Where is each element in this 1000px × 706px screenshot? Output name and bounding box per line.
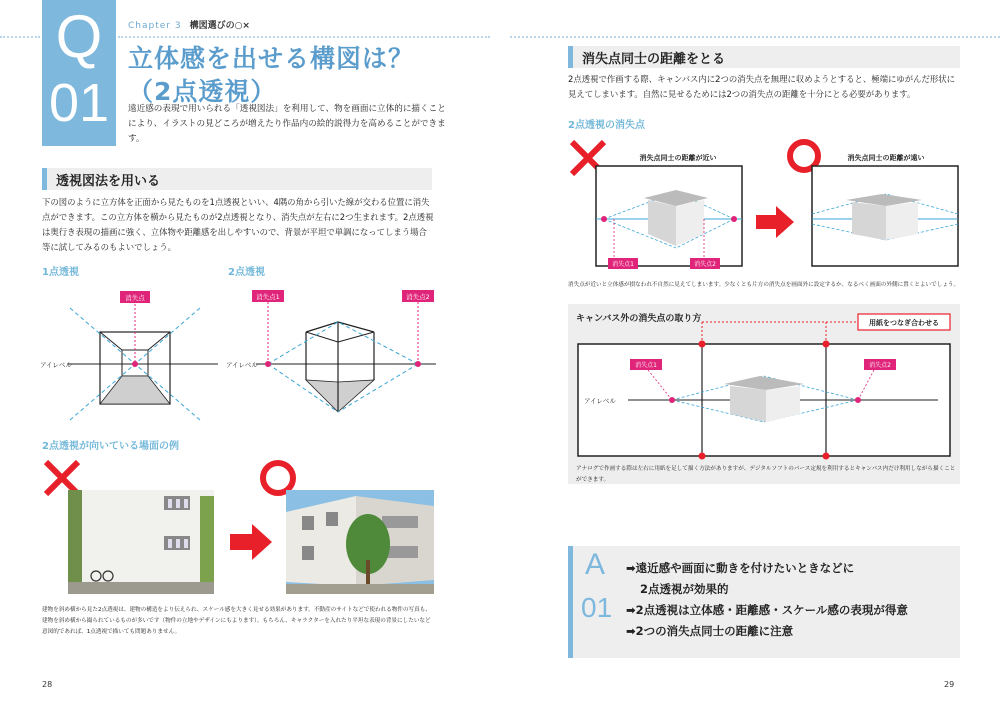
one-point-diagram xyxy=(40,282,220,422)
near-vp1-text: 消失点1 xyxy=(612,261,634,268)
two-point-diagram xyxy=(226,282,438,422)
guide-line xyxy=(70,308,135,364)
guide-line xyxy=(268,322,338,364)
question-letter: Q xyxy=(55,3,103,70)
section1-body: 下の図のように立方体を正面から見たものを1点透視といい、4隅の角から引いた線が交わる位置に消失点ができます。この立方体を横から見たものが2点透視となり、消失点が左右に2つ生まれます。2点透視は奥行き表現の描画に強く、立体物や距離感を出しやすいので、背景が平坦で単調になってしまう場合等に試してみるのもよいでしょう。 xyxy=(42,197,434,252)
canvas-outside-diagram xyxy=(568,304,960,484)
chapter-header xyxy=(128,18,250,31)
header-dotted-rule-left-a xyxy=(0,36,40,38)
lead-paragraph: 遠近感の表現で用いられる「透視図法」を利用して、物を画面に立体的に描くことにより、イラストの見どころが増えたり作品内の絵的説得力を高めることができます。 xyxy=(128,104,446,144)
section-accent-bar xyxy=(568,46,573,68)
vanishing-point-1-text: 消失点1 xyxy=(256,293,280,301)
guide-line xyxy=(338,322,418,364)
frontal-building-photo xyxy=(68,490,214,594)
angled-building-photo xyxy=(286,490,434,594)
example-caption: 建物を斜め横から見た2点透視は、建物の構造をより伝えられ、スケール感を大きく見せる効果があります。不動産のサイトなどで使われる物件の写真も、建物を斜め横から撮られているものが多いです（物件の立地やデザインにもよります）。もちろん、キャラクターを入れたり平坦な表現の背景にしたいなど意図的であれば、1点透視で描いても問題ありません。 xyxy=(42,607,431,635)
answer-letter: A xyxy=(585,548,606,581)
section-heading-text: 透視図法を用いる xyxy=(56,174,161,189)
cube-floor xyxy=(306,380,374,412)
section-heading-distance xyxy=(568,46,960,68)
section-accent-bar xyxy=(42,168,47,190)
section-heading-text: 消失点同士の距離をとる xyxy=(582,52,726,67)
canvas-vp2-text: 消失点2 xyxy=(869,362,891,369)
answer-box xyxy=(568,546,960,658)
chapter-label: Chapter 3 xyxy=(128,21,182,31)
house-side xyxy=(852,202,886,240)
section-heading-perspective xyxy=(42,168,432,190)
vanishing-point-dot xyxy=(601,216,607,222)
page-number-right: 29 xyxy=(944,680,955,689)
answer-point-2: ➡2点透視は立体感・距離感・スケール感の表現が得意 xyxy=(626,603,908,617)
vanishing-point-text: 消失点 xyxy=(125,294,145,302)
canvas-vp1-text: 消失点1 xyxy=(635,362,657,369)
answer-badge xyxy=(568,546,612,658)
example-label: 2点透視が向いている場面の例 xyxy=(42,441,179,452)
page-title-line1: 立体感を出せる構図は？ xyxy=(128,44,415,73)
question-badge xyxy=(42,0,116,146)
answer-points xyxy=(626,558,908,642)
vanishing-point-dot xyxy=(265,361,271,367)
section2-body: 2点透視で作画する際、キャンバス内に2つの消失点を無理に収めようとすると、極端にゆがんだ形状に見えてしまいます。自然に見せるためには2つの消失点の距離を十分にとる必要があります。 xyxy=(568,74,955,99)
page-number-left: 28 xyxy=(42,680,53,689)
eye-level-text: アイレベル xyxy=(40,361,72,369)
canvas-eye-level-text: アイレベル xyxy=(584,397,616,405)
tree xyxy=(200,496,214,594)
far-label: 消失点同士の距離が遠い xyxy=(847,154,925,162)
building-wall xyxy=(68,490,214,582)
chapter-title: 構図選びの○× xyxy=(189,21,250,31)
eye-level-text: アイレベル xyxy=(226,361,258,369)
house-front xyxy=(886,202,918,240)
vanishing-point-dot xyxy=(132,361,138,367)
join-paper-text: 用紙をつなぎ合わせる xyxy=(869,319,939,327)
near-label: 消失点同士の距離が近い xyxy=(639,154,717,162)
ground xyxy=(68,582,214,594)
two-point-label: 2点透視 xyxy=(228,267,265,278)
cube-floor xyxy=(100,376,170,404)
header-dotted-rule-right xyxy=(510,36,1000,38)
answer-point-1-cont: 2点透視が効果的 xyxy=(640,582,729,596)
question-number: 01 xyxy=(48,73,110,133)
vanishing-points-label: 2点透視の消失点 xyxy=(568,120,645,131)
near-vanishing-points-diagram xyxy=(568,138,750,278)
answer-number: 01 xyxy=(581,592,613,623)
header-dotted-rule-left-b xyxy=(118,36,490,38)
answer-point-3: ➡2つの消失点同士の距離に注意 xyxy=(626,624,794,638)
page-title-line2: （2点透視） xyxy=(128,77,277,106)
far-vanishing-points-diagram xyxy=(782,138,960,278)
near-vp2-text: 消失点2 xyxy=(694,261,716,268)
tree xyxy=(68,490,82,594)
arrow-right-icon xyxy=(230,524,272,560)
vanishing-point-2-text: 消失点2 xyxy=(406,293,430,301)
vanishing-point-dot xyxy=(415,361,421,367)
guide-line xyxy=(135,308,200,364)
vanishing-points-caption: 消失点が近いと立体感が損なわれ不自然に見えてしまいます。少なくとも片方の消失点を画面外に設定するか、なるべく画面の外側に置くとよいでしょう。 xyxy=(568,282,960,288)
vanishing-point-dot xyxy=(731,216,737,222)
canvas-panel-title: キャンバス外の消失点の取り方 xyxy=(576,314,702,324)
page-title xyxy=(128,42,414,108)
one-point-label: 1点透視 xyxy=(42,267,79,278)
canvas-caption: アナログで作画する際は左右に用紙を足して描く方法がありますが、デジタルソフトのパース定規を利用するとキャンバス内だけ利用しながら描くことができます。 xyxy=(576,466,956,483)
ground xyxy=(286,584,434,594)
answer-point-1: ➡遠近感や画面に動きを付けたいときなどに xyxy=(626,561,855,575)
